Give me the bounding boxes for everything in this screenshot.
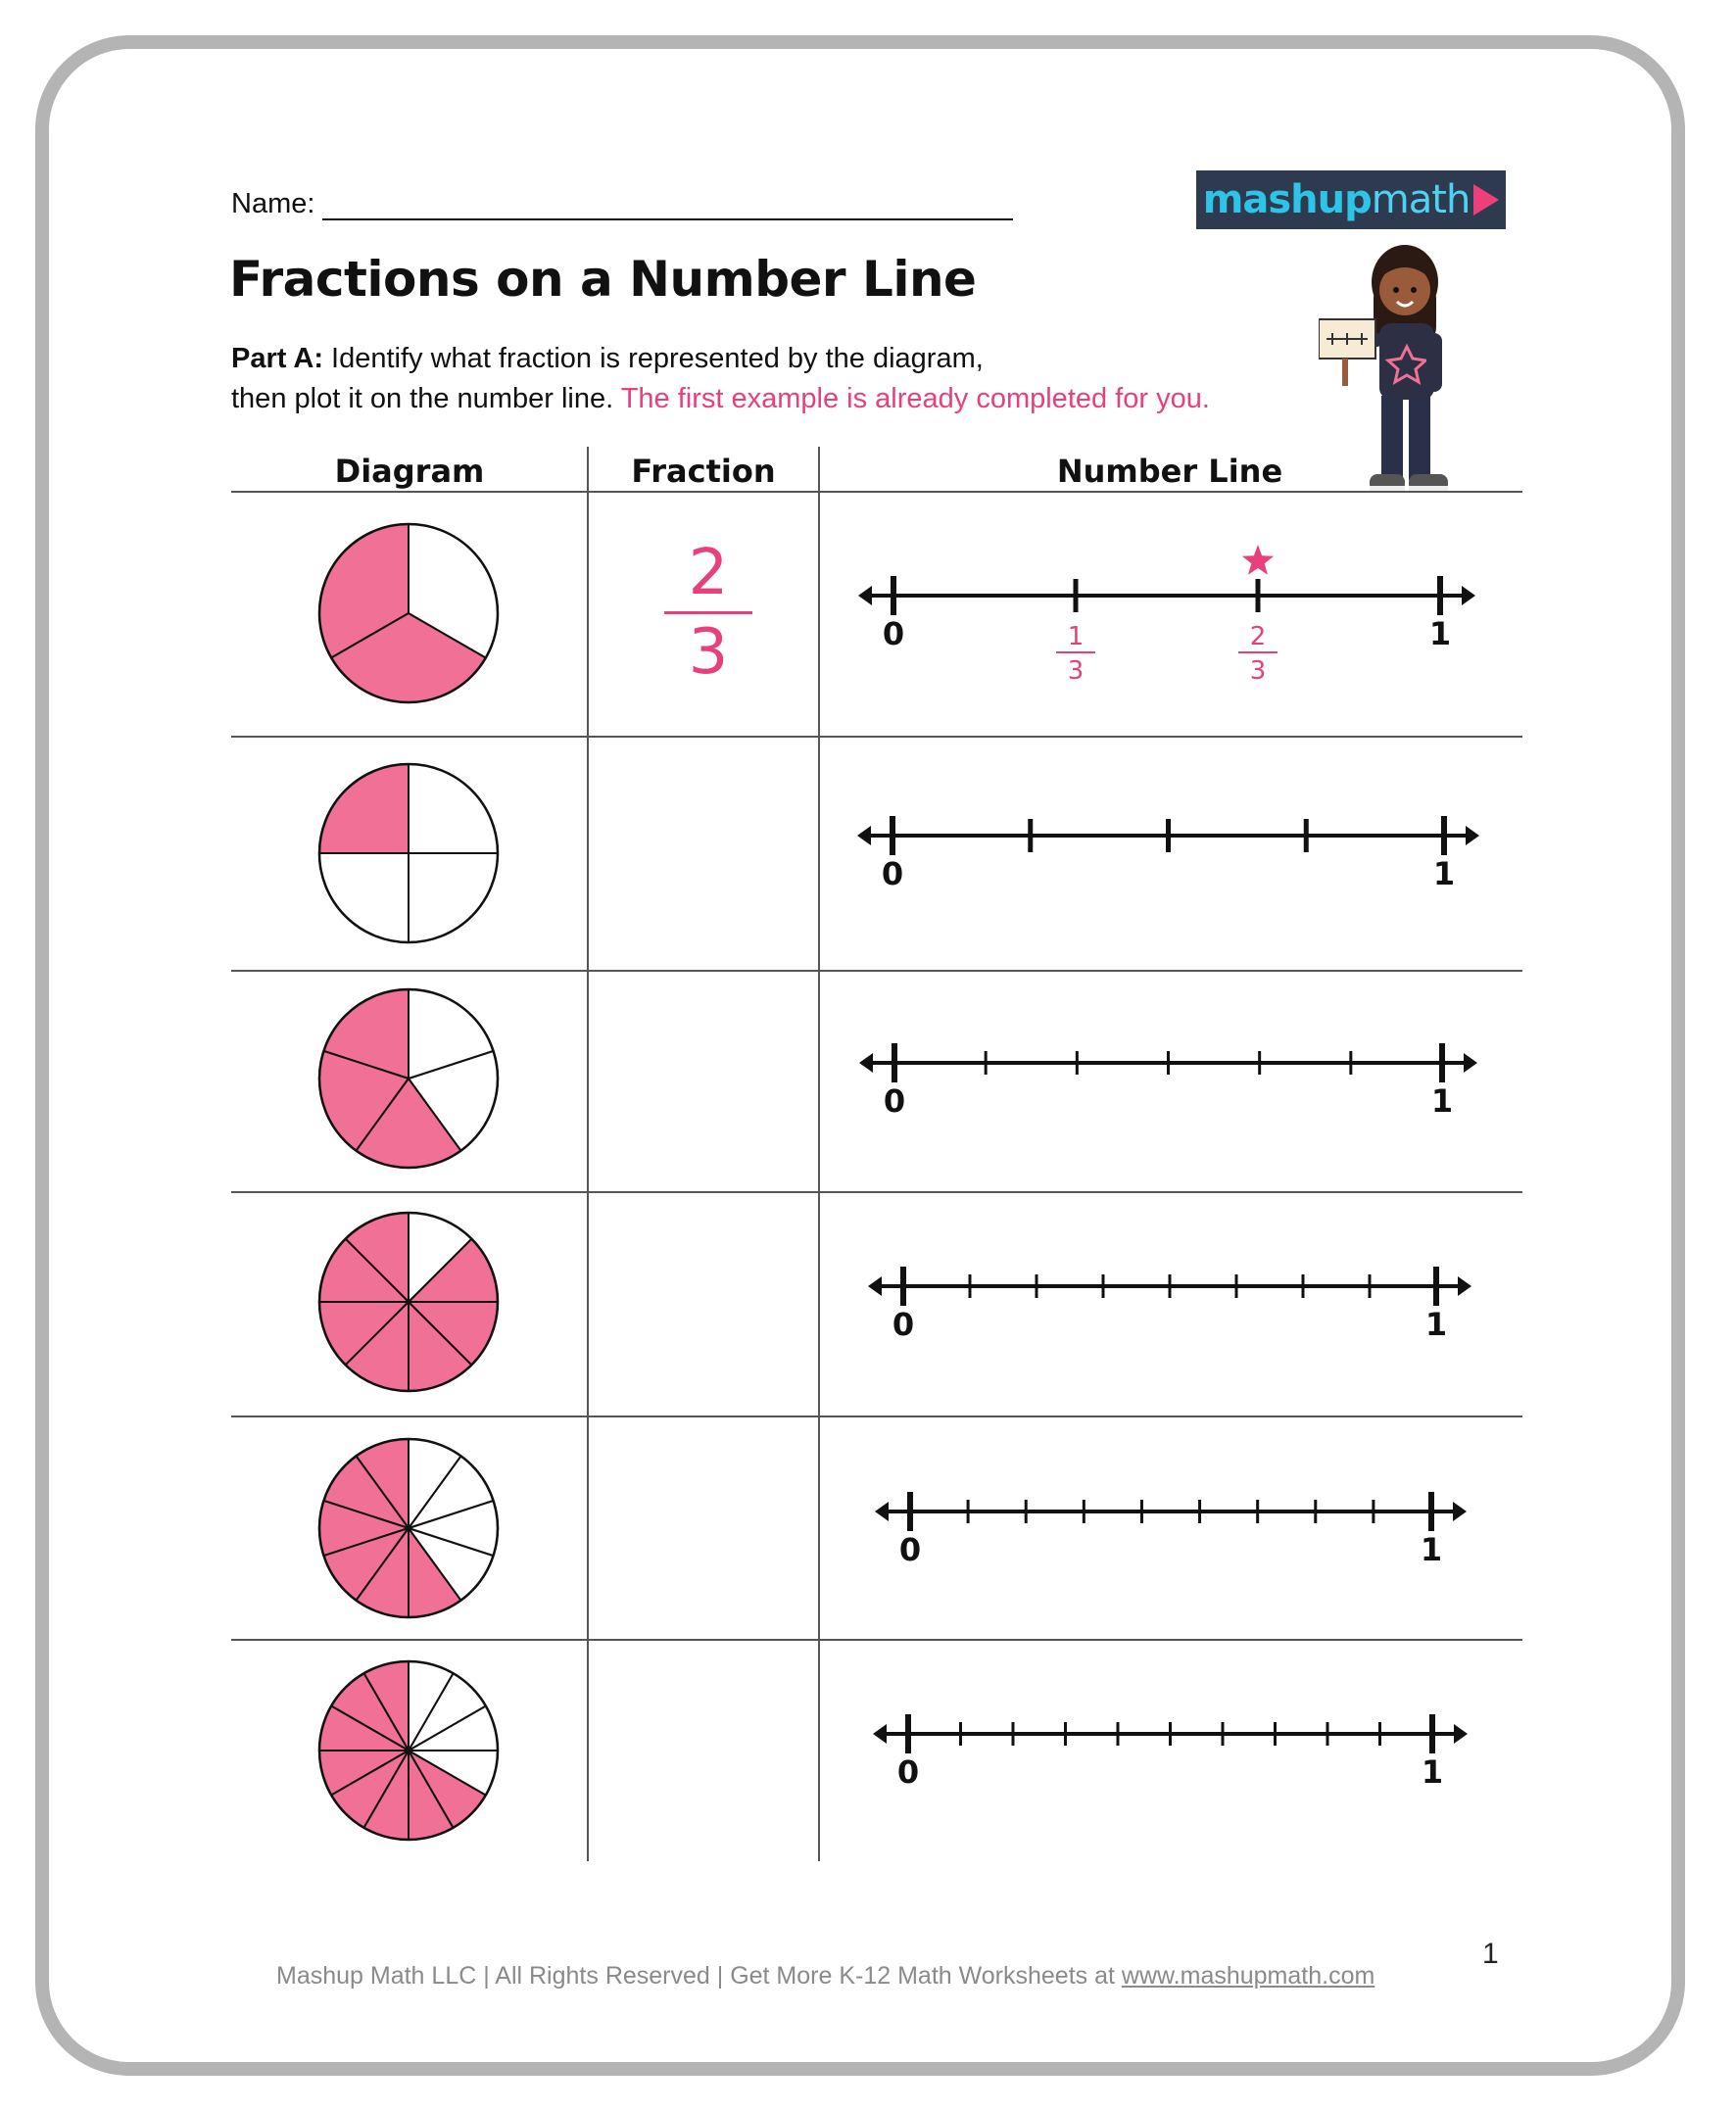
zero-label: 0 [882, 615, 905, 652]
one-label: 1 [1420, 1531, 1443, 1568]
one-label: 1 [1421, 1753, 1444, 1791]
instructions-highlight: The first example is already completed for you. [620, 383, 1210, 414]
column-header-diagram: Diagram [334, 453, 485, 490]
pie-slice-empty [319, 853, 409, 942]
arrow-left-icon [858, 586, 872, 605]
zero-label: 0 [883, 1082, 906, 1120]
tick-label-numerator: 2 [1249, 622, 1267, 651]
one-label: 1 [1430, 1082, 1454, 1120]
arrow-right-icon [1464, 1053, 1477, 1073]
pie-slice-shaded [319, 764, 409, 853]
one-label: 1 [1428, 615, 1452, 652]
arrow-left-icon [873, 1724, 887, 1744]
arrow-right-icon [1466, 826, 1479, 845]
instructions-line2: then plot it on the number line. [231, 383, 621, 414]
arrow-right-icon [1454, 1724, 1468, 1744]
page-number: 1 [1482, 1938, 1499, 1970]
tick-label-denominator: 3 [1249, 656, 1267, 686]
arrow-left-icon [857, 826, 871, 845]
logo-text-part1: mashup [1202, 177, 1372, 222]
one-label: 1 [1424, 1306, 1448, 1343]
fraction-numerator: 2 [688, 537, 729, 609]
zero-label: 0 [898, 1531, 922, 1568]
name-label: Name: [231, 188, 315, 219]
one-label: 1 [1432, 855, 1456, 892]
arrow-left-icon [875, 1502, 889, 1521]
fraction-denominator: 3 [688, 616, 729, 689]
instructions-line1: Identify what fraction is represented by the diagram, [323, 343, 984, 374]
zero-label: 0 [892, 1306, 915, 1343]
pie-slice-empty [409, 764, 498, 853]
column-header-number-line: Number Line [1056, 453, 1283, 490]
arrow-left-icon [868, 1276, 882, 1296]
zero-label: 0 [896, 1753, 920, 1791]
arrow-right-icon [1462, 586, 1475, 605]
logo-text-part2: math [1371, 177, 1471, 222]
footer-link[interactable]: www.mashupmath.com [1121, 1962, 1375, 1990]
column-header-fraction: Fraction [631, 453, 776, 490]
footer [276, 1962, 1374, 1991]
footer-text: Mashup Math LLC | All Rights Reserved | Get More K-12 Math Worksheets at [276, 1962, 1122, 1990]
page-title: Fractions on a Number Line [229, 251, 977, 308]
arrow-right-icon [1453, 1502, 1467, 1521]
star-icon [1242, 545, 1274, 575]
instructions-label: Part A: [231, 343, 323, 374]
tick-label-numerator: 1 [1067, 622, 1085, 651]
arrow-left-icon [859, 1053, 873, 1073]
pie-slice-empty [409, 853, 498, 942]
zero-label: 0 [881, 855, 904, 892]
tick-label-denominator: 3 [1067, 656, 1085, 686]
arrow-right-icon [1458, 1276, 1471, 1296]
